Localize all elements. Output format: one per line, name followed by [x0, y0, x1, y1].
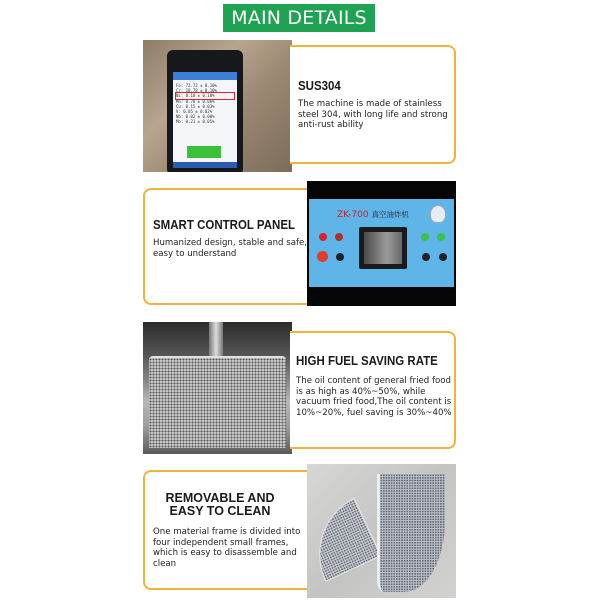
removable-frames-photo [307, 464, 456, 598]
mesh-quarter-panel [307, 498, 382, 582]
mesh-frame [377, 474, 445, 592]
control-panel-photo [307, 181, 456, 306]
feature-description: The machine is made of stainless steel 304, with long life and strong anti-rust ability [298, 99, 448, 130]
panel-model-label: ZK-700 真空油炸机 [337, 210, 409, 220]
rotary-switch-icon [439, 253, 447, 261]
green-indicator-icon [421, 233, 429, 241]
analyzer-screen [173, 72, 237, 168]
handheld-analyzer [167, 50, 243, 172]
feature-heading: SUS304 [298, 79, 341, 93]
control-panel-face [309, 199, 454, 287]
red-indicator-icon [319, 233, 327, 241]
feature-heading: REMOVABLE AND EASY TO CLEAN [165, 491, 275, 518]
analyzer-title-bar [173, 72, 237, 80]
perforated-basket [149, 356, 286, 448]
feature-description: One material frame is divided into four independent small frames, which is easy to disassemble and clean [153, 527, 301, 569]
mascot-icon [430, 205, 446, 223]
feature-heading: SMART CONTROL PANEL [153, 218, 296, 232]
feature-card-sus304 [290, 45, 456, 164]
red-indicator-icon [335, 233, 343, 241]
perforated-basket-photo [143, 322, 292, 454]
feature-heading: HIGH FUEL SAVING RATE [296, 354, 438, 368]
alloy-analyzer-photo [143, 40, 292, 172]
emergency-stop-icon [317, 251, 328, 262]
feature-description: The oil content of general fried food is as high as 40%~50%, while vacuum fried food,The oil content is 10%~20%, fuel saving is 30%~40% [296, 376, 452, 418]
rotary-switch-icon [422, 253, 430, 261]
analyzer-start-button [187, 146, 221, 158]
feature-description: Humanized design, stable and safe, easy to understand [153, 238, 307, 259]
green-indicator-icon [437, 233, 445, 241]
feature-card-control-panel [143, 188, 313, 305]
analyzer-readings: Fe: 72.72 ± 0.10% Cr: 18.78 ± 0.10% Ni: 8.18 ± 0.10% Mn: 0.78 ± 0.06% Cu: 0.15 ± 0.03% V: 0.05 ± 0.02% Nb: 0.02 ± 0.00% Mo: 0.21 ± 0.05% [173, 80, 237, 128]
feature-card-removable [143, 470, 313, 590]
main-details-banner: MAIN DETAILS [223, 4, 375, 32]
rotary-switch-icon [336, 253, 344, 261]
feature-card-fuel-saving [290, 331, 456, 449]
analyzer-nav-bar [173, 162, 237, 168]
touch-screen [359, 227, 407, 269]
